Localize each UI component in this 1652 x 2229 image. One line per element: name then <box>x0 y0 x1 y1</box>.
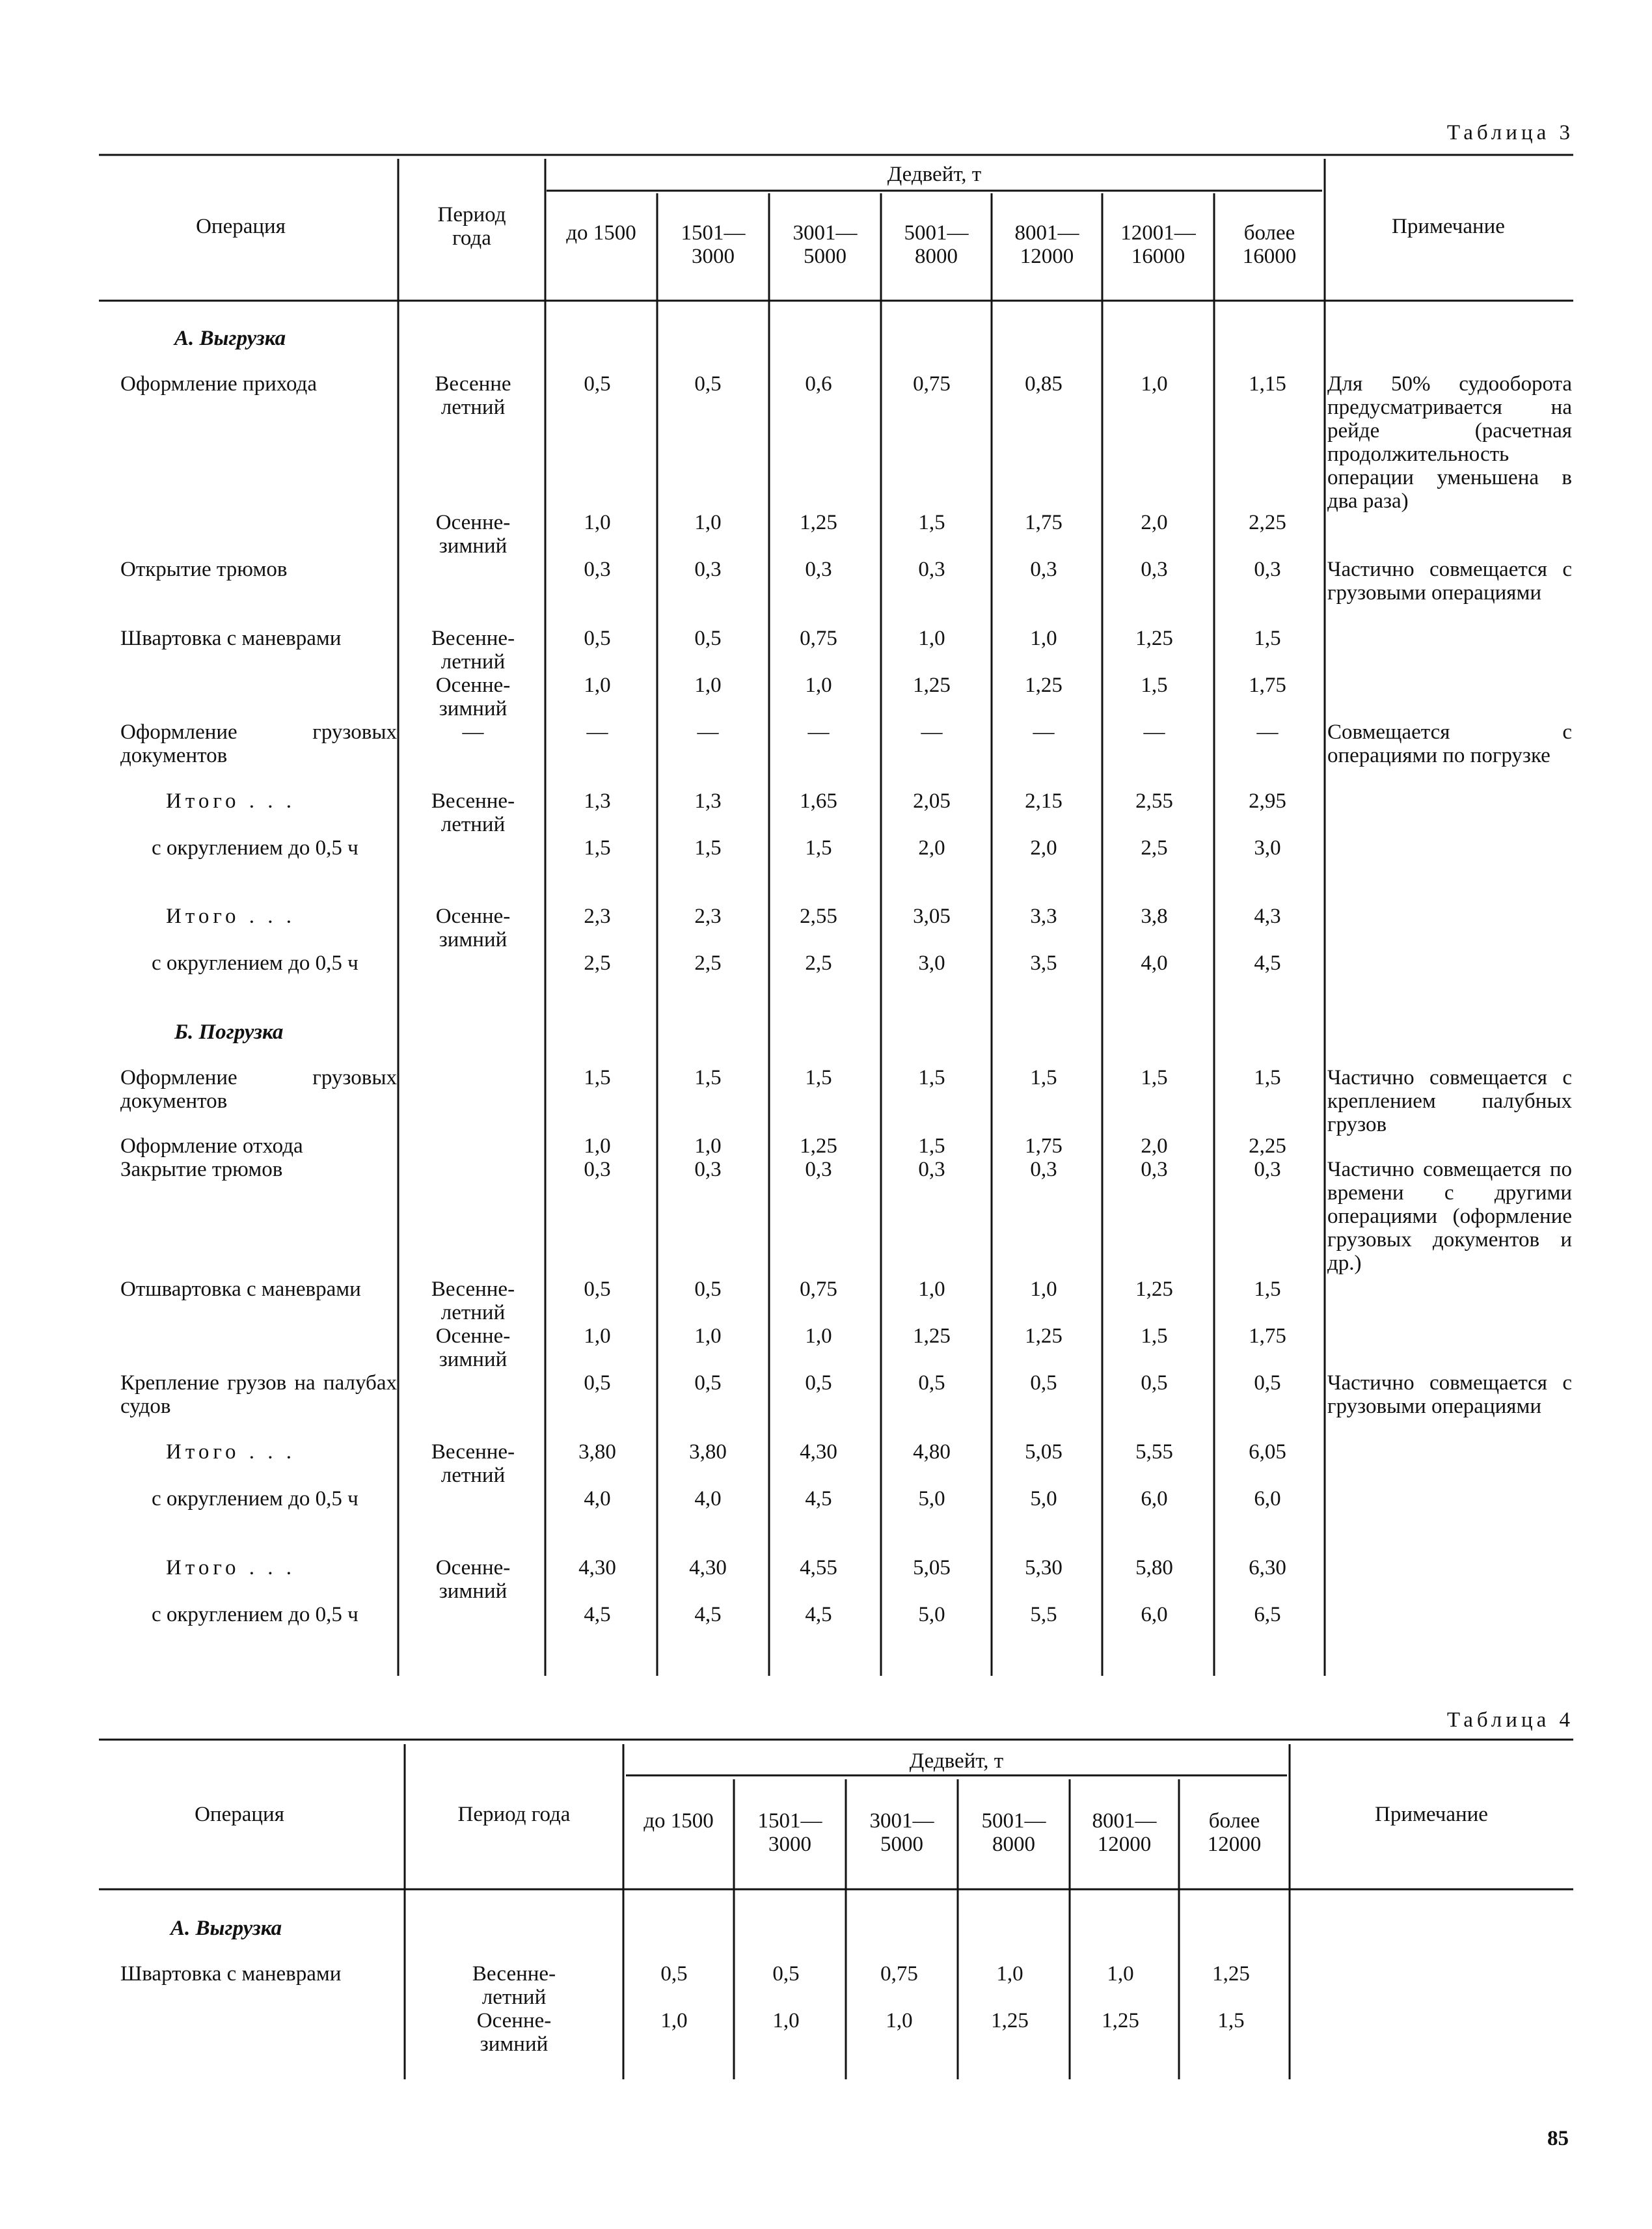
period-autumn-winter: Осенне-зимний <box>435 1324 511 1371</box>
t3-col-2: 1501— 3000 <box>681 221 746 268</box>
cell-r14-c5: 1,0 <box>1030 1278 1057 1301</box>
t3-section-unloading: А. Выгрузка <box>174 327 286 350</box>
op-deck-cargo-lashing: Крепление грузов на палубах судов <box>120 1371 397 1418</box>
cell-r10-c1: 2,5 <box>584 951 611 975</box>
t3-col-5: 8001— 12000 <box>1014 221 1079 268</box>
cell-r14-c6: 1,25 <box>1135 1278 1173 1301</box>
cell-r16-c3: 0,5 <box>805 1371 832 1395</box>
cell-r7-c2: 1,3 <box>694 789 722 813</box>
t3-header-note: Примечание <box>1392 215 1505 238</box>
cell-r16-c6: 0,5 <box>1141 1371 1168 1395</box>
rounded-label: с округлением до 0,5 ч <box>152 1487 359 1511</box>
cell-r15-c4: 1,25 <box>913 1324 951 1348</box>
note-5: Частично совмещается по времени с другими операциями (оформление грузовых документов и др.) <box>1327 1158 1572 1275</box>
cell-r15-c3: 1,0 <box>805 1324 832 1348</box>
cell-r4-c2: 0,5 <box>694 627 722 650</box>
cell-r10-c4: 3,0 <box>918 951 945 975</box>
cell-r18-c5: 5,0 <box>1030 1487 1057 1511</box>
t3-col-4: 5001— 8000 <box>904 221 969 268</box>
t4-col-6: более 12000 <box>1207 1809 1262 1856</box>
cell-r11-c7: 1,5 <box>1254 1066 1281 1089</box>
cell-r11-c1: 1,5 <box>584 1066 611 1089</box>
cell-r16-c2: 0,5 <box>694 1371 722 1395</box>
cell-r18-c6: 6,0 <box>1141 1487 1168 1511</box>
cell-r17-c5: 5,05 <box>1025 1440 1063 1464</box>
op-mooring: Швартовка с маневрами <box>120 627 342 650</box>
cell-r7-c3: 1,65 <box>800 789 837 813</box>
cell-r12-c2: 1,0 <box>694 1134 722 1158</box>
cell-r3-c2: 0,3 <box>694 558 722 581</box>
t3-header-period: Период года <box>437 203 506 250</box>
cell-r20-c5: 5,5 <box>1030 1603 1057 1626</box>
cell-r15-c5: 1,25 <box>1025 1324 1063 1348</box>
cell-r8-c5: 2,0 <box>1030 836 1057 860</box>
cell-r12-c1: 1,0 <box>584 1134 611 1158</box>
cell-r20-c1: 4,5 <box>584 1603 611 1626</box>
cell-r17-c3: 4,30 <box>800 1440 837 1464</box>
cell-r7-c7: 2,95 <box>1249 789 1286 813</box>
cell-r5-c1: 1,0 <box>584 674 611 697</box>
cell-r2-c6: 2,0 <box>1141 511 1168 534</box>
t4-cell-r1-c1: 0,5 <box>660 1962 688 1986</box>
cell-r6-c6: — <box>1143 720 1165 744</box>
op-opening-holds: Открытие трюмов <box>120 558 288 581</box>
t3-col-1: до 1500 <box>566 221 636 245</box>
cell-r14-c2: 0,5 <box>694 1278 722 1301</box>
t4-cell-r2-c4: 1,25 <box>991 2009 1029 2032</box>
t4-cell-r1-c5: 1,0 <box>1107 1962 1134 1986</box>
t4-cell-r1-c3: 0,75 <box>880 1962 918 1986</box>
note-3: Совмещается с операциями по погрузке <box>1327 720 1572 767</box>
cell-r20-c3: 4,5 <box>805 1603 832 1626</box>
cell-r1-c2: 0,5 <box>694 372 722 396</box>
period-autumn-winter: Осенне-зимний <box>435 674 511 720</box>
rounded-label: с округлением до 0,5 ч <box>152 1603 359 1626</box>
op-arrival-paperwork: Оформление прихода <box>120 372 317 396</box>
cell-r8-c3: 1,5 <box>805 836 832 860</box>
t4-col-3: 3001— 5000 <box>869 1809 934 1856</box>
cell-r17-c1: 3,80 <box>578 1440 616 1464</box>
cell-r4-c6: 1,25 <box>1135 627 1173 650</box>
cell-r6-c4: — <box>921 720 943 744</box>
t4-cell-r2-c1: 1,0 <box>660 2009 688 2032</box>
cell-r8-c7: 3,0 <box>1254 836 1281 860</box>
cell-r9-c5: 3,3 <box>1030 905 1057 928</box>
total-label: Итого . . . <box>166 905 296 928</box>
note-6: Частично совмещается с грузовыми операциями <box>1327 1371 1572 1418</box>
cell-r19-c5: 5,30 <box>1025 1556 1063 1579</box>
period-dash: — <box>462 720 484 744</box>
t3-col-6: 12001— 16000 <box>1120 221 1196 268</box>
cell-r2-c2: 1,0 <box>694 511 722 534</box>
cell-r19-c6: 5,80 <box>1135 1556 1173 1579</box>
cell-r9-c4: 3,05 <box>913 905 951 928</box>
t4-cell-r2-c6: 1,5 <box>1217 2009 1245 2032</box>
cell-r9-c1: 2,3 <box>584 905 611 928</box>
cell-r15-c7: 1,75 <box>1249 1324 1286 1348</box>
cell-r20-c7: 6,5 <box>1254 1603 1281 1626</box>
period-spring-summer: Весенне-летний <box>431 789 515 836</box>
cell-r2-c1: 1,0 <box>584 511 611 534</box>
cell-r7-c5: 2,15 <box>1025 789 1063 813</box>
cell-r1-c3: 0,6 <box>805 372 832 396</box>
cell-r19-c3: 4,55 <box>800 1556 837 1579</box>
op-cargo-docs: Оформление грузовых документов <box>120 1066 397 1113</box>
cell-r5-c3: 1,0 <box>805 674 832 697</box>
cell-r13-c5: 0,3 <box>1030 1158 1057 1181</box>
cell-r10-c3: 2,5 <box>805 951 832 975</box>
period-autumn-winter: Осенне-зимний <box>435 905 511 951</box>
cell-r1-c5: 0,85 <box>1025 372 1063 396</box>
t4-cell-r1-c6: 1,25 <box>1212 1962 1250 1986</box>
period-spring-summer: Весенне-летний <box>431 1440 515 1487</box>
period-spring-summer: Весенне-летний <box>431 627 515 674</box>
t3-col-7: более 16000 <box>1242 221 1297 268</box>
cell-r6-c1: — <box>586 720 608 744</box>
cell-r13-c4: 0,3 <box>918 1158 945 1181</box>
cell-r14-c4: 1,0 <box>918 1278 945 1301</box>
t4-col-5: 8001— 12000 <box>1092 1809 1157 1856</box>
cell-r3-c3: 0,3 <box>805 558 832 581</box>
cell-r13-c6: 0,3 <box>1141 1158 1168 1181</box>
op-closing-holds: Закрытие трюмов <box>120 1158 283 1181</box>
cell-r18-c4: 5,0 <box>918 1487 945 1511</box>
cell-r11-c6: 1,5 <box>1141 1066 1168 1089</box>
cell-r11-c5: 1,5 <box>1030 1066 1057 1089</box>
cell-r20-c6: 6,0 <box>1141 1603 1168 1626</box>
t4-cell-r2-c3: 1,0 <box>886 2009 913 2032</box>
cell-r6-c7: — <box>1256 720 1279 744</box>
cell-r8-c4: 2,0 <box>918 836 945 860</box>
cell-r5-c7: 1,75 <box>1249 674 1286 697</box>
cell-r19-c7: 6,30 <box>1249 1556 1286 1579</box>
total-label: Итого . . . <box>166 1440 296 1464</box>
t3-header-deadweight: Дедвейт, т <box>887 163 982 186</box>
cell-r1-c6: 1,0 <box>1141 372 1168 396</box>
t4-col-1: до 1500 <box>643 1809 714 1833</box>
op-mooring: Швартовка с маневрами <box>120 1962 342 1986</box>
cell-r5-c5: 1,25 <box>1025 674 1063 697</box>
cell-r19-c1: 4,30 <box>578 1556 616 1579</box>
cell-r8-c2: 1,5 <box>694 836 722 860</box>
table4-caption: Таблица 4 <box>1446 1708 1574 1732</box>
cell-r3-c7: 0,3 <box>1254 558 1281 581</box>
cell-r11-c3: 1,5 <box>805 1066 832 1089</box>
cell-r18-c1: 4,0 <box>584 1487 611 1511</box>
cell-r20-c4: 5,0 <box>918 1603 945 1626</box>
cell-r9-c7: 4,3 <box>1254 905 1281 928</box>
cell-r8-c6: 2,5 <box>1141 836 1168 860</box>
cell-r12-c5: 1,75 <box>1025 1134 1063 1158</box>
cell-r2-c4: 1,5 <box>918 511 945 534</box>
cell-r14-c3: 0,75 <box>800 1278 837 1301</box>
cell-r19-c2: 4,30 <box>689 1556 727 1579</box>
note-1: Для 50% судооборота предусматривается на рейде (расчетная продолжительность операции уменьшена в два раза) <box>1327 372 1572 513</box>
cell-r8-c1: 1,5 <box>584 836 611 860</box>
cell-r5-c6: 1,5 <box>1141 674 1168 697</box>
t4-cell-r1-c2: 0,5 <box>772 1962 800 1986</box>
op-departure-paperwork: Оформление отхода <box>120 1134 303 1158</box>
cell-r13-c3: 0,3 <box>805 1158 832 1181</box>
cell-r2-c5: 1,75 <box>1025 511 1063 534</box>
cell-r3-c4: 0,3 <box>918 558 945 581</box>
cell-r10-c2: 2,5 <box>694 951 722 975</box>
total-label: Итого . . . <box>166 789 296 813</box>
cell-r3-c1: 0,3 <box>584 558 611 581</box>
cell-r4-c5: 1,0 <box>1030 627 1057 650</box>
t4-col-2: 1501— 3000 <box>757 1809 822 1856</box>
cell-r4-c3: 0,75 <box>800 627 837 650</box>
cell-r14-c1: 0,5 <box>584 1278 611 1301</box>
cell-r4-c4: 1,0 <box>918 627 945 650</box>
note-2: Частично совмещается с грузовыми операциями <box>1327 558 1572 605</box>
cell-r13-c2: 0,3 <box>694 1158 722 1181</box>
t4-cell-r1-c4: 1,0 <box>996 1962 1023 1986</box>
t3-section-loading: Б. Погрузка <box>174 1020 284 1044</box>
cell-r2-c7: 2,25 <box>1249 511 1286 534</box>
cell-r17-c6: 5,55 <box>1135 1440 1173 1464</box>
cell-r10-c6: 4,0 <box>1141 951 1168 975</box>
cell-r9-c6: 3,8 <box>1141 905 1168 928</box>
cell-r10-c7: 4,5 <box>1254 951 1281 975</box>
cell-r3-c5: 0,3 <box>1030 558 1057 581</box>
t4-header-deadweight: Дедвейт, т <box>909 1749 1004 1773</box>
rounded-label: с округлением до 0,5 ч <box>152 836 359 860</box>
cell-r10-c5: 3,5 <box>1030 951 1057 975</box>
cell-r17-c4: 4,80 <box>913 1440 951 1464</box>
cell-r16-c5: 0,5 <box>1030 1371 1057 1395</box>
cell-r12-c3: 1,25 <box>800 1134 837 1158</box>
cell-r17-c2: 3,80 <box>689 1440 727 1464</box>
cell-r9-c3: 2,55 <box>800 905 837 928</box>
total-label: Итого . . . <box>166 1556 296 1579</box>
cell-r12-c6: 2,0 <box>1141 1134 1168 1158</box>
cell-r18-c7: 6,0 <box>1254 1487 1281 1511</box>
page-number: 85 <box>1547 2127 1569 2150</box>
t3-col-3: 3001— 5000 <box>792 221 858 268</box>
cell-r16-c7: 0,5 <box>1254 1371 1281 1395</box>
op-cargo-docs: Оформление грузовых документов <box>120 720 397 767</box>
cell-r6-c2: — <box>697 720 719 744</box>
cell-r11-c2: 1,5 <box>694 1066 722 1089</box>
cell-r13-c1: 0,3 <box>584 1158 611 1181</box>
cell-r4-c7: 1,5 <box>1254 627 1281 650</box>
t4-header-operation: Операция <box>195 1803 284 1826</box>
cell-r16-c1: 0,5 <box>584 1371 611 1395</box>
cell-r2-c3: 1,25 <box>800 511 837 534</box>
cell-r18-c2: 4,0 <box>694 1487 722 1511</box>
period-autumn-winter: Осенне-зимний <box>476 2009 552 2056</box>
op-unmooring: Отшвартовка с маневрами <box>120 1278 361 1301</box>
cell-r12-c7: 2,25 <box>1249 1134 1286 1158</box>
table3-caption: Таблица 3 <box>1446 121 1574 144</box>
cell-r6-c5: — <box>1033 720 1055 744</box>
cell-r20-c2: 4,5 <box>694 1603 722 1626</box>
cell-r12-c4: 1,5 <box>918 1134 945 1158</box>
cell-r3-c6: 0,3 <box>1141 558 1168 581</box>
cell-r1-c7: 1,15 <box>1249 372 1286 396</box>
cell-r1-c4: 0,75 <box>913 372 951 396</box>
rounded-label: с округлением до 0,5 ч <box>152 951 359 975</box>
period-spring-summer: Весенне летний <box>435 372 511 419</box>
cell-r7-c4: 2,05 <box>913 789 951 813</box>
cell-r17-c7: 6,05 <box>1249 1440 1286 1464</box>
t4-header-period: Период года <box>457 1803 571 1826</box>
cell-r5-c4: 1,25 <box>913 674 951 697</box>
cell-r13-c7: 0,3 <box>1254 1158 1281 1181</box>
cell-r16-c4: 0,5 <box>918 1371 945 1395</box>
cell-r15-c6: 1,5 <box>1141 1324 1168 1348</box>
cell-r19-c4: 5,05 <box>913 1556 951 1579</box>
cell-r9-c2: 2,3 <box>694 905 722 928</box>
period-spring-summer: Весенне-летний <box>431 1278 515 1324</box>
note-4: Частично совмещается с креплением палубных грузов <box>1327 1066 1572 1136</box>
cell-r14-c7: 1,5 <box>1254 1278 1281 1301</box>
t3-header-operation: Операция <box>196 215 286 238</box>
cell-r7-c6: 2,55 <box>1135 789 1173 813</box>
cell-r6-c3: — <box>807 720 830 744</box>
cell-r15-c2: 1,0 <box>694 1324 722 1348</box>
t4-header-note: Примечание <box>1375 1803 1488 1826</box>
t4-col-4: 5001— 8000 <box>981 1809 1046 1856</box>
cell-r7-c1: 1,3 <box>584 789 611 813</box>
period-autumn-winter: Осенне-зимний <box>435 1556 511 1603</box>
t4-section-unloading: А. Выгрузка <box>170 1917 282 1940</box>
period-spring-summer: Весенне-летний <box>472 1962 556 2009</box>
cell-r15-c1: 1,0 <box>584 1324 611 1348</box>
cell-r11-c4: 1,5 <box>918 1066 945 1089</box>
cell-r5-c2: 1,0 <box>694 674 722 697</box>
t4-cell-r2-c2: 1,0 <box>772 2009 800 2032</box>
cell-r1-c1: 0,5 <box>584 372 611 396</box>
cell-r4-c1: 0,5 <box>584 627 611 650</box>
t4-cell-r2-c5: 1,25 <box>1102 2009 1139 2032</box>
cell-r18-c3: 4,5 <box>805 1487 832 1511</box>
period-autumn-winter: Осенне-зимний <box>435 511 511 558</box>
